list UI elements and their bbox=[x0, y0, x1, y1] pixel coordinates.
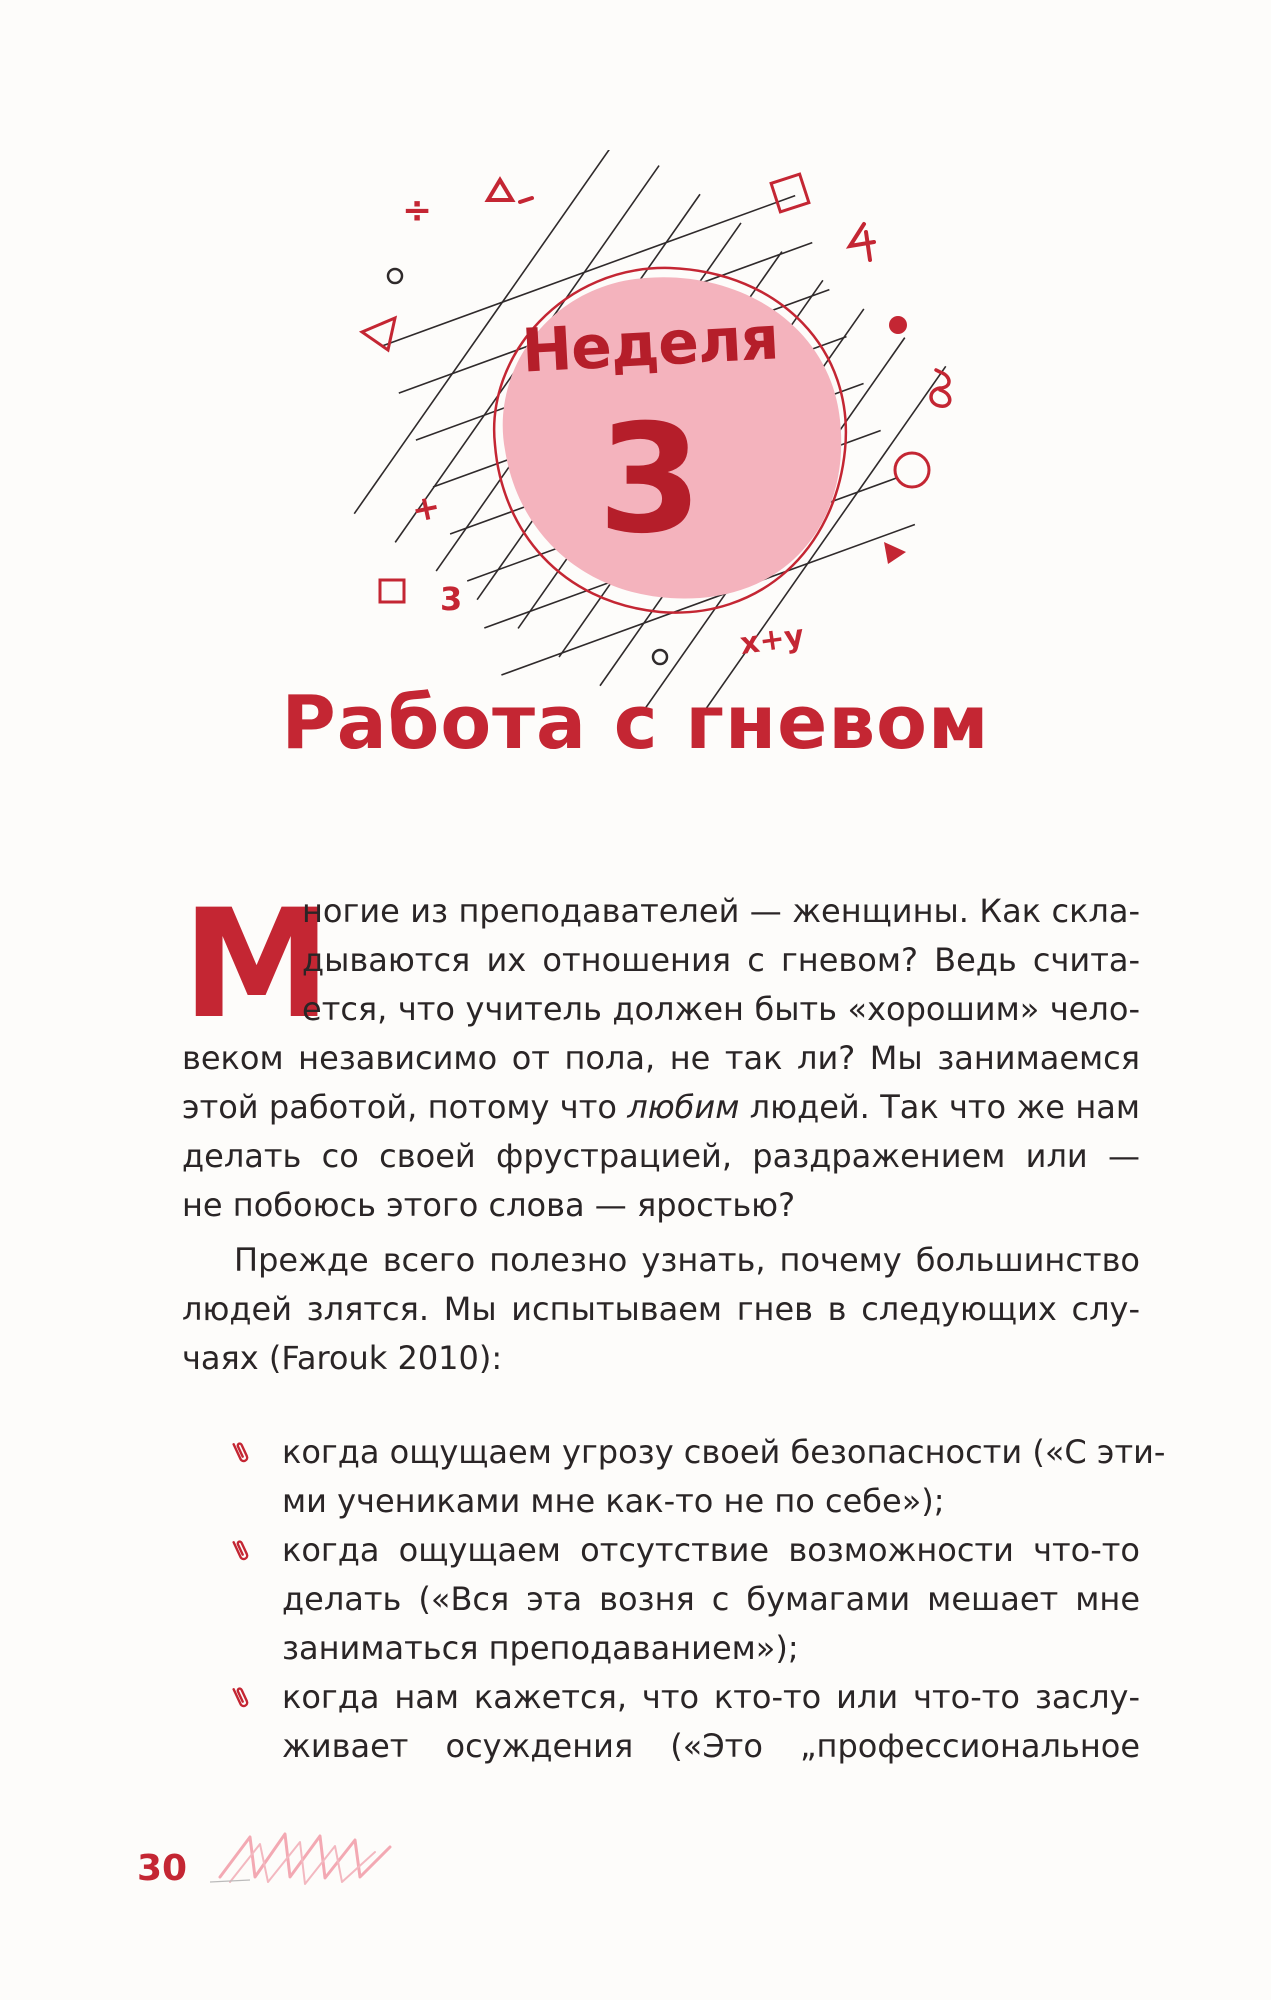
text-line: ется, что учитель должен быть «хорошим» чело- bbox=[302, 990, 1140, 1028]
square-icon bbox=[380, 580, 404, 602]
text-line: Прежде всего полезно узнать, почему большинство bbox=[234, 1241, 1140, 1279]
page-number: 30 bbox=[137, 1848, 188, 1889]
music-note-icon bbox=[931, 370, 950, 406]
text-line: веком независимо от пола, не так ли? Мы занимаемся bbox=[182, 1039, 1140, 1077]
four-doodle-icon bbox=[850, 224, 874, 260]
dot-icon bbox=[889, 316, 907, 334]
list-item-line: заниматься преподаванием»); bbox=[282, 1629, 799, 1667]
list-item-line: делать («Вся эта возня с бумагами мешает мне bbox=[282, 1580, 1140, 1618]
list-item bbox=[230, 1526, 1140, 1673]
intro-paragraph bbox=[182, 878, 1141, 1230]
pink-scribble-decoration bbox=[210, 1822, 400, 1892]
divide-icon: ÷ bbox=[402, 190, 433, 231]
drop-cap: М bbox=[182, 878, 332, 1052]
text-line: не побоюсь этого слова — яростью? bbox=[182, 1186, 796, 1224]
text-line: этой работой, потому что любим людей. Так что же нам bbox=[182, 1088, 1141, 1126]
list-item bbox=[230, 1673, 1140, 1771]
emphasis-word: любим bbox=[627, 1088, 740, 1126]
small-circle-icon bbox=[653, 650, 667, 664]
triangle-icon bbox=[362, 318, 395, 350]
plus-icon: + bbox=[407, 486, 445, 532]
list-item-line: когда ощущаем угрозу своей безопасности («С эти- bbox=[282, 1433, 1166, 1471]
text-line: делать со своей фрустрацией, раздражением или — bbox=[182, 1137, 1140, 1175]
text-line: дываются их отношения с гневом? Ведь счита- bbox=[302, 941, 1140, 979]
second-paragraph bbox=[182, 1236, 1140, 1383]
paperclip-icon bbox=[230, 1536, 252, 1566]
square-icon bbox=[771, 174, 809, 212]
small-circle-icon bbox=[388, 269, 402, 283]
list-item bbox=[230, 1428, 1166, 1526]
text-line: чаях (Farouk 2010): bbox=[182, 1339, 503, 1377]
grid-digit: 3 bbox=[440, 580, 463, 618]
text-line: людей злятся. Мы испытываем гнев в следующих слу- bbox=[182, 1290, 1140, 1328]
paperclip-icon bbox=[230, 1683, 252, 1713]
formula-doodle: x+y bbox=[737, 618, 807, 662]
filled-triangle-icon bbox=[884, 542, 906, 564]
anger-causes-list bbox=[230, 1428, 1166, 1771]
delta-doodle-icon bbox=[488, 180, 532, 202]
list-item-line: когда ощущаем отсутствие возможности что-то bbox=[282, 1531, 1140, 1569]
ring-icon bbox=[895, 453, 929, 487]
week-number: 3 bbox=[597, 393, 703, 567]
list-item-line: ми учениками мне как-то не по себе»); bbox=[282, 1482, 945, 1520]
list-item-line: когда нам кажется, что кто-то или что-то заслу- bbox=[282, 1678, 1140, 1716]
chapter-title: Работа с гневом bbox=[281, 680, 990, 766]
paperclip-icon bbox=[230, 1438, 252, 1468]
text-line: ногие из преподавателей — женщины. Как скла- bbox=[302, 892, 1140, 930]
week-label: Неделя bbox=[520, 303, 780, 387]
list-item-line: живает осуждения («Это „профессиональное bbox=[282, 1727, 1140, 1765]
